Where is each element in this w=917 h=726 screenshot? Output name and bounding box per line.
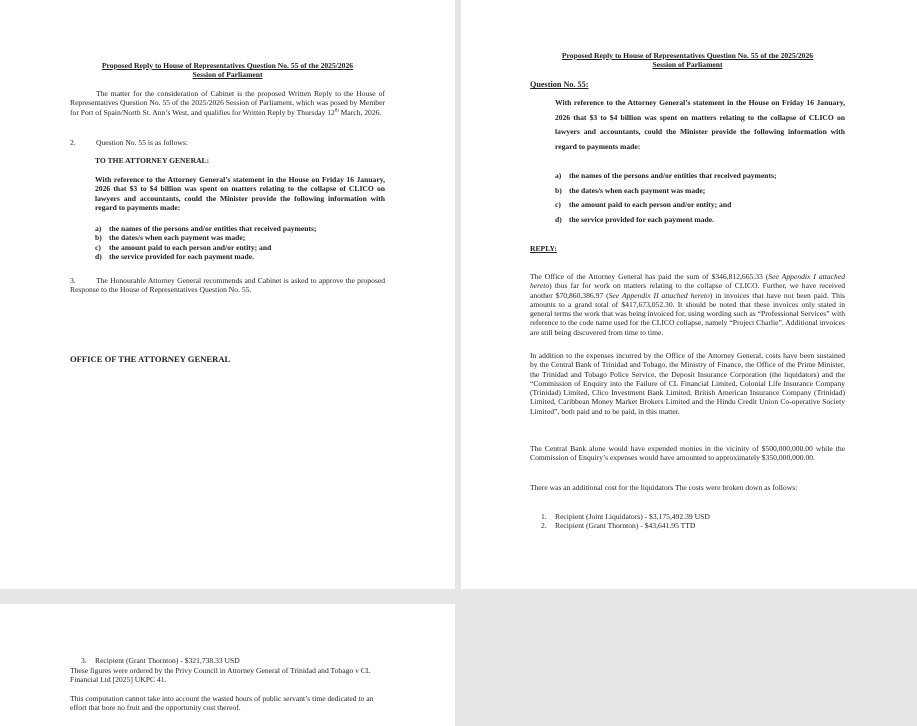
list-item: a) the names of the persons and/or entities that received payments; — [555, 171, 777, 180]
page1-title-line2: Session of Parliament — [192, 70, 263, 80]
page2-question-list — [555, 169, 845, 227]
reply-paragraph-1: The Office of the Attorney General has paid the sum of $346,812,665.33 (See Appendix I attached hereto) thus far for work on matters relating to the collapse of CLICO. Further, we have received another $70,860,386.97 (See Appendix II attached hereto) in invoices that have not been paid. This amounts to a grand total of $417,673,052.30. It should be noted that these invoices only stated in general terms the work that was being invoiced for, using wording such as “Professional Services” with reference to the code name used for the CLICO collapse, namely “Project Charlie”. Additional invoices are still being discovered from time to time. — [530, 272, 846, 337]
computation-paragraph: This computation cannot take into account the wasted hours of public servant’s time dedicated to an effort that bore no fruit and the opportunity cost thereof. — [70, 694, 374, 713]
page1-item-3: 3. The Honourable Attorney General recommends and Cabinet is asked to approve the proposed Response to the House of Representatives Question No. 55. — [70, 276, 385, 295]
page2-question-text: With reference to the Attorney General’s statement in the House on Friday 16 January, 2026 that $3 to $4 billion was spent on matters relating to the collapse of CLICO on lawyers and accountants, could the Minister provide the following information with regard to payments made: — [555, 98, 845, 151]
reply-heading: REPLY: — [530, 244, 557, 253]
page2-title — [530, 51, 845, 70]
list-item: 2. Recipient (Grant Thornton) - $43,641.95 TTD — [541, 521, 696, 531]
list-item: d) the service provided for each payment made. — [555, 214, 715, 224]
page1-to-attorney-general: TO THE ATTORNEY GENERAL: — [95, 156, 210, 165]
recipient-list — [541, 512, 841, 531]
document-page-1 — [0, 0, 455, 589]
page1-question-list — [95, 224, 385, 261]
page1-title — [70, 61, 385, 80]
empty-viewer-area — [461, 604, 917, 670]
page1-paragraph-1: The matter for the consideration of Cabinet is the proposed Written Reply to the House of Representatives Question No. 55 of the 2025/2026 Session of Parliament, which was posed by Member for Port of Spain/North St. Ann’s West, and qualifies for Written Reply by Thursday 12th March, 2026. — [70, 89, 385, 117]
document-page-2 — [461, 0, 917, 589]
page2-title-line2: Session of Parliament — [652, 60, 723, 70]
page1-question-text: With reference to the Attorney General’s statement in the House on Friday 16 January, 2026 that $3 to $4 billion was spent on matters relating to the collapse of CLICO on lawyers and accountants, could the Minister provide the following information with regard to payments made: — [95, 175, 385, 212]
recipient-3: 3. Recipient (Grant Thornton) - $321,738.33 USD — [81, 656, 240, 665]
list-item: c) the amount paid to each person and/or entity; and — [555, 200, 732, 210]
reply-paragraph-3: The Central Bank alone would have expended monies in the vicinity of $500,000,000.00 while the Commission of Enquiry’s expenses would have amounted to approximately $350,000,000.00. — [530, 444, 845, 463]
page2-title-line1: Proposed Reply to House of Representatives Question No. 55 of the 2025/2026 — [561, 51, 814, 60]
list-item: b) the dates/s when each payment was made; — [555, 185, 706, 195]
figures-paragraph: These figures were ordered by the Privy Council in Attorney General of Trinidad and Tobago v CL Financial Ltd [2025] UKPC 41. — [70, 666, 371, 685]
reply-paragraph-2: In addition to the expenses incurred by the Office of the Attorney General, costs have been sustained by the Central Bank of Trinidad and Tobago, the Ministry of Finance, the Office of the Prime Minister, the Trinidad and Tobago Police Service, the Deposit Insurance Corporation (the liquidators) and the “Commission of Enquiry into the Failure of CL Financial Limited, Colonial Life Insurance Company (Trinidad) Limited, Clico Investment Bank Limited, British American Insurance Company (Trinidad) Limited, Caribbean Money Market Brokers Limited and the Hindu Credit Union Co-operative Society Limited”, both paid and to be paid, in this matter. — [530, 351, 845, 416]
list-item: a) the names of the persons and/or entities that received payments; — [95, 224, 317, 233]
reply-paragraph-4: There was an additional cost for the liquidators The costs were broken down as follows: — [530, 483, 798, 492]
list-item: c) the amount paid to each person and/or entity; and — [95, 242, 272, 252]
list-item: b) the dates/s when each payment was made; — [95, 233, 246, 243]
document-page-3 — [0, 604, 455, 726]
page1-title-line1: Proposed Reply to House of Representatives Question No. 55 of the 2025/2026 — [101, 61, 354, 70]
page1-item-2: 2. Question No. 55 is as follows: — [70, 138, 188, 147]
list-item: d) the service provided for each payment made. — [95, 251, 255, 261]
list-item: 1. Recipient (Joint Liquidators) - $3,175,492.39 USD — [541, 512, 710, 521]
office-of-attorney-general-signature: OFFICE OF THE ATTORNEY GENERAL — [70, 354, 231, 364]
question-heading: Question No. 55: — [530, 80, 589, 89]
